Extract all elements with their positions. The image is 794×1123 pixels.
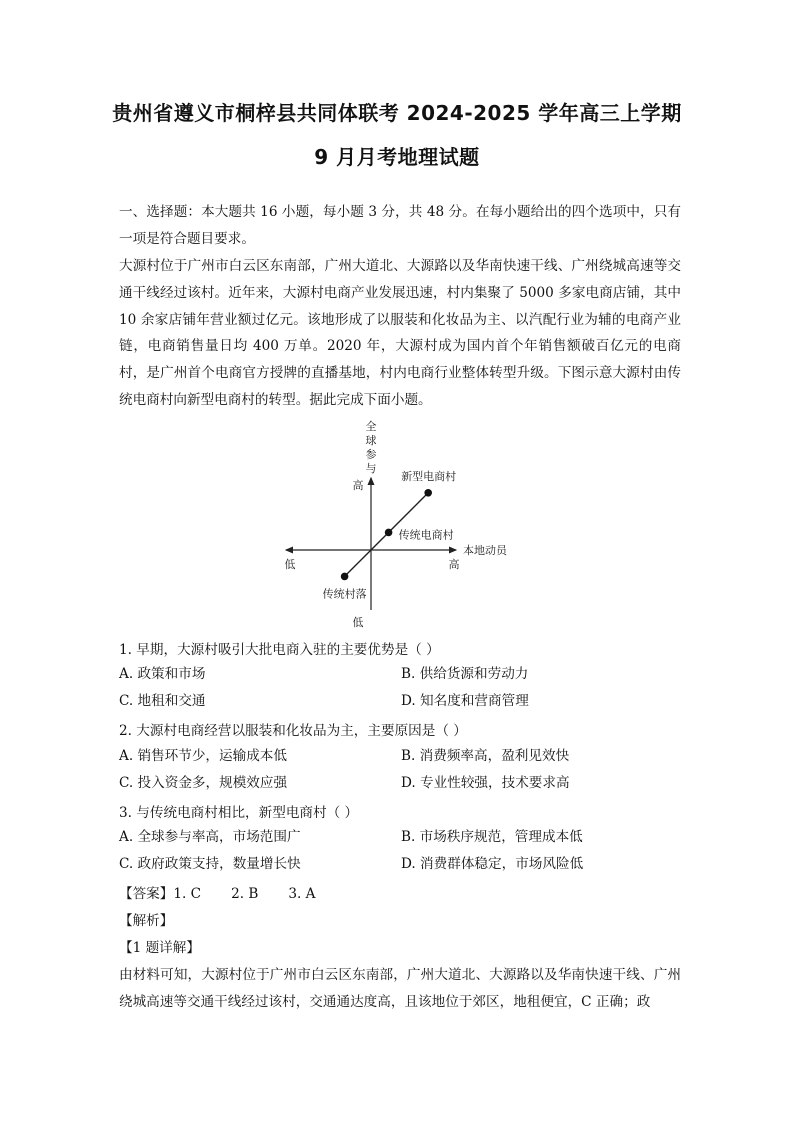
detail-text: 由材料可知，大源村位于广州市白云区东南部，广州大道北、大源路以及华南快速干线、广州绕城高速等交通干线经过该村，交通通达度高，且该地位于郊区，地租便宜，C 正确；政 — [119, 967, 681, 1010]
diagram-point-3 — [341, 573, 349, 581]
diagram-point-label-3: 传统村落 — [322, 587, 367, 601]
question-2-option-b[interactable]: B. 消费频率高，盈利见效快 — [401, 748, 570, 764]
y-axis-high: 高 — [352, 479, 364, 492]
document-title-line-2: 9 月月考地理试题 — [314, 145, 480, 169]
material-paragraph: 大源村位于广州市白云区东南部，广州大道北、大源路以及华南快速干线、广州绕城高速等交通干线经过该村。近年来，大源村电商产业发展迅速，村内集聚了 5000 多家电商店铺，其中 10 余家店铺年营业额过亿元。该地形成了以服装和化妆品为主、以汽配行业为辅的电商产业链，电商销售量日均 400 万单。2020 年，大源村成为国内首个年销售额破百亿元的电商村，是广州首个电商官方授牌的直播基地，村内电商行业整体转型升级。下图示意大源村由传统电商村向新型电商村的转型。据此完成下面小题。 — [119, 258, 681, 408]
question-1-option-d[interactable]: D. 知名度和营商管理 — [401, 693, 529, 709]
question-2-option-c[interactable]: C. 投入资金多，规模效应强 — [119, 775, 288, 791]
question-1-option-c[interactable]: C. 地租和交通 — [119, 693, 206, 709]
transformation-diagram — [270, 418, 530, 634]
x-axis-high: 高 — [448, 558, 460, 571]
question-3-option-c[interactable]: C. 政府政策支持，数量增长快 — [119, 856, 301, 872]
document-title-line-1: 贵州省遵义市桐梓县共同体联考 2024-2025 学年高三上学期 — [112, 101, 682, 125]
diagram-point-label-2: 传统电商村 — [398, 528, 454, 542]
detail-label: 【1 题详解】 — [119, 940, 200, 956]
question-3-stem: 3. 与传统电商村相比，新型电商村（ ） — [119, 805, 359, 821]
diagram-point-2 — [385, 529, 393, 537]
answer-line — [119, 881, 681, 908]
question-2-option-d[interactable]: D. 专业性较强，技术要求高 — [401, 775, 570, 791]
y-axis-label: 全球参与 — [365, 420, 377, 475]
question-2-option-a[interactable]: A. 销售环节少，运输成本低 — [119, 748, 287, 764]
x-axis-label: 本地动员 — [463, 544, 507, 557]
diagram-point-1 — [424, 489, 432, 497]
answer-2: 2. B — [231, 886, 259, 902]
answer-3: 3. A — [288, 886, 316, 902]
question-3-option-b[interactable]: B. 市场秩序规范，管理成本低 — [401, 829, 583, 845]
y-axis-low: 低 — [352, 616, 364, 629]
question-1-option-a[interactable]: A. 政策和市场 — [119, 666, 206, 682]
question-2-stem: 2. 大源村电商经营以服装和化妆品为主，主要原因是（ ） — [119, 723, 467, 739]
section-intro: 一、选择题：本大题共 16 小题，每小题 3 分，共 48 分。在每小题给出的四个选项中，只有一项是符合题目要求。 — [119, 204, 681, 247]
diagram-svg — [270, 418, 530, 634]
analysis-label: 【解析】 — [119, 913, 174, 929]
question-1-stem: 1. 早期，大源村吸引大批电商入驻的主要优势是（ ） — [119, 642, 440, 658]
question-1-option-b[interactable]: B. 供给货源和劳动力 — [401, 666, 529, 682]
x-axis-low: 低 — [284, 558, 296, 571]
answer-1: 1. C — [173, 886, 202, 902]
answer-label: 【答案】 — [119, 886, 174, 902]
diagram-point-label-1: 新型电商村 — [401, 469, 457, 483]
question-3-option-d[interactable]: D. 消费群体稳定，市场风险低 — [401, 856, 584, 872]
question-3-option-a[interactable]: A. 全球参与率高，市场范围广 — [119, 829, 301, 845]
